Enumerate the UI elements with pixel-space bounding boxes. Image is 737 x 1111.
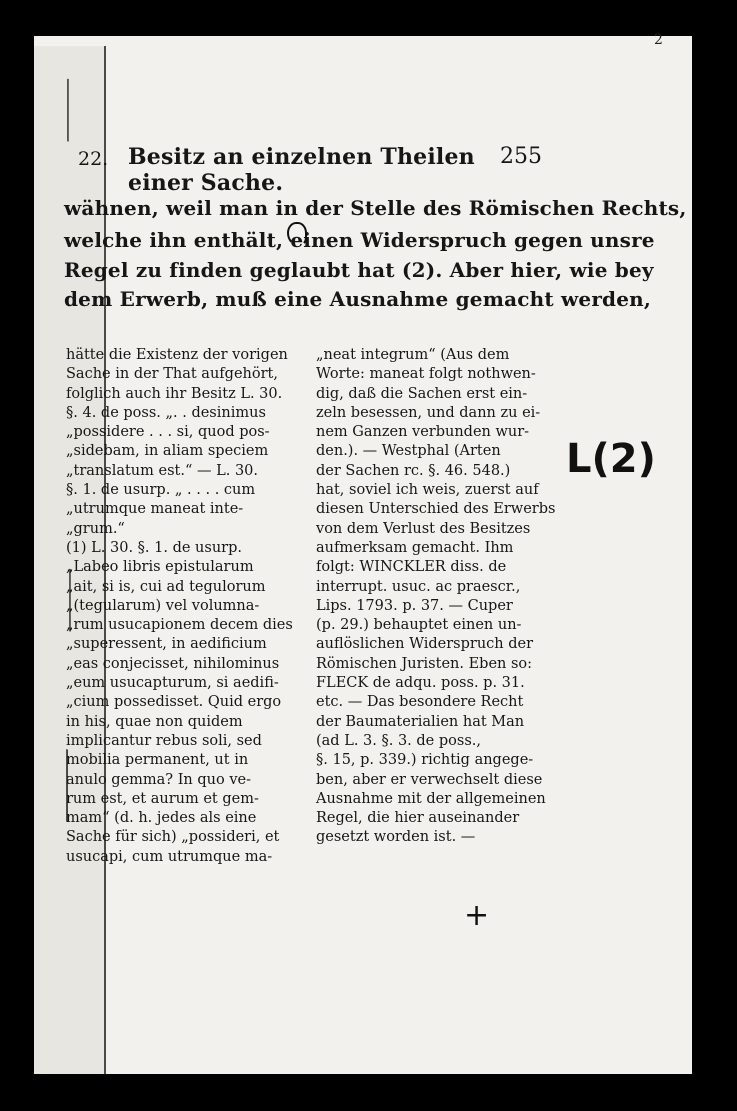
footnote-line: FLECK de adqu. poss. p. 31. [316, 675, 525, 692]
footnote-line: hat, soviel ich weis, zuerst auf [316, 482, 539, 499]
footnote-line: §. 15, p. 339.) richtig angege- [316, 752, 534, 769]
footnote-line: der Sachen rc. §. 46. 548.) [316, 462, 511, 479]
footnote-line: §. 1. de usurp. „ . . . . cum [66, 482, 256, 499]
footnote-line: aufmerksam gemacht. Ihm [316, 539, 514, 556]
footnote-line: von dem Verlust des Besitzes [316, 520, 531, 537]
main-text-line: Regel zu finden geglaubt hat (2). Aber hier, wie bey [64, 258, 654, 282]
footnote-line: anulo gemma? In quo ve- [66, 771, 251, 788]
footnote-line: Sache in der That aufgehört, [66, 366, 278, 383]
footnote-line: mobilia permanent, ut in [66, 752, 249, 769]
footnote-line: rum est, et aurum et gem- [66, 790, 259, 807]
footnote-line: gesetzt worden ist. — [316, 829, 476, 846]
footnote-line: zeln besessen, und dann zu ei- [316, 404, 541, 421]
footnotes-left-column [66, 346, 304, 867]
running-header [62, 144, 542, 196]
footnote-line: Römischen Juristen. Eben so: [316, 655, 533, 672]
footnote-line: den.). — Westphal (Arten [316, 443, 501, 460]
footnote-line: nem Ganzen verbunden wur- [316, 424, 530, 441]
page-title: Besitz an einzelnen Theilen einer Sache. [128, 144, 475, 196]
footnote-line: Regel, die hier auseinander [316, 810, 520, 827]
footnote-line: (1) L. 30. §. 1. de usurp. [66, 539, 242, 556]
footnote-line: Sache für sich) „possideri, et [66, 829, 280, 846]
footnote-line: „sidebam, in aliam speciem [66, 443, 269, 460]
section-number: 22. [78, 148, 109, 170]
footnote-line: „(tegularum) vel volumna- [66, 597, 260, 614]
page-number: 255 [500, 144, 542, 169]
footnote-line: in his, quae non quidem [66, 713, 243, 730]
footnote-line: „ait, si is, cui ad tegulorum [66, 578, 266, 595]
footnote-line: diesen Unterschied des Erwerbs [316, 501, 556, 518]
main-text-line: wähnen, weil man in der Stelle des Römischen Rechts, [64, 196, 687, 220]
footnote-line: folgt: WINCKLER diss. de [316, 559, 507, 576]
footnote-line: folglich auch ihr Besitz L. 30. [66, 385, 283, 402]
handwritten-scrawl: ⸻ [54, 76, 84, 141]
main-text-line: welche ihn enthält, einen Widerspruch gegen unsre [64, 228, 655, 252]
footnote-line: interrupt. usuc. ac praescr., [316, 578, 521, 595]
handwritten-margin-note: L(2) [566, 436, 656, 482]
handwritten-scrawl: ⸻ [51, 746, 86, 821]
pen-mark [287, 222, 307, 246]
footnote-line: „eas conjecisset, nihilominus [66, 655, 280, 672]
footnote-line: dig, daß die Sachen erst ein- [316, 385, 528, 402]
footnote-line: auflöslichen Widerspruch der [316, 636, 534, 653]
footnote-line: „superessent, in aedificium [66, 636, 267, 653]
footnote-line: Lips. 1793. p. 37. — Cuper [316, 597, 513, 614]
footnote-line: „possidere . . . si, quod pos- [66, 424, 270, 441]
footnote-line: ben, aber er verwechselt diese [316, 771, 543, 788]
footnote-line: „cium possedisset. Quid ergo [66, 694, 282, 711]
footnote-line: „eum usucapturum, si aedifi- [66, 675, 279, 692]
footnotes-right-column [316, 346, 556, 848]
footnote-line: etc. — Das besondere Recht [316, 694, 524, 711]
footnote-line: mam“ (d. h. jedes als eine [66, 810, 257, 827]
footnote-line: „grum.“ [66, 520, 125, 537]
footnote-line: „translatum est.“ — L. 30. [66, 462, 258, 479]
handwritten-scrawl: ⸻ [56, 566, 86, 631]
footnote-line: (ad L. 3. §. 3. de poss., [316, 732, 481, 749]
footnote-line: Worte: maneat folgt nothwen- [316, 366, 536, 383]
footnote-line: hätte die Existenz der vorigen [66, 347, 288, 363]
footnote-line: „utrumque maneat inte- [66, 501, 244, 518]
footnote-line: implicantur rebus soli, sed [66, 732, 262, 749]
footnote-line: Ausnahme mit der allgemeinen [316, 790, 546, 807]
footnote-line: (p. 29.) behauptet einen un- [316, 617, 522, 634]
footnote-line: der Baumaterialien hat Man [316, 713, 525, 730]
footnote-line: „neat integrum“ (Aus dem [316, 347, 510, 363]
main-text-line: dem Erwerb, muß eine Ausnahme gemacht werden, [64, 287, 652, 311]
footnote-line: „Labeo libris epistularum [66, 559, 254, 576]
handwritten-cross: + [464, 898, 490, 933]
corner-mark: 2 [654, 32, 663, 48]
footnote-line: „rum usucapionem decem dies [66, 617, 293, 634]
footnote-line: §. 4. de poss. „. . desinimus [66, 404, 266, 421]
footnote-line: usucapi, cum utrumque ma- [66, 848, 273, 865]
